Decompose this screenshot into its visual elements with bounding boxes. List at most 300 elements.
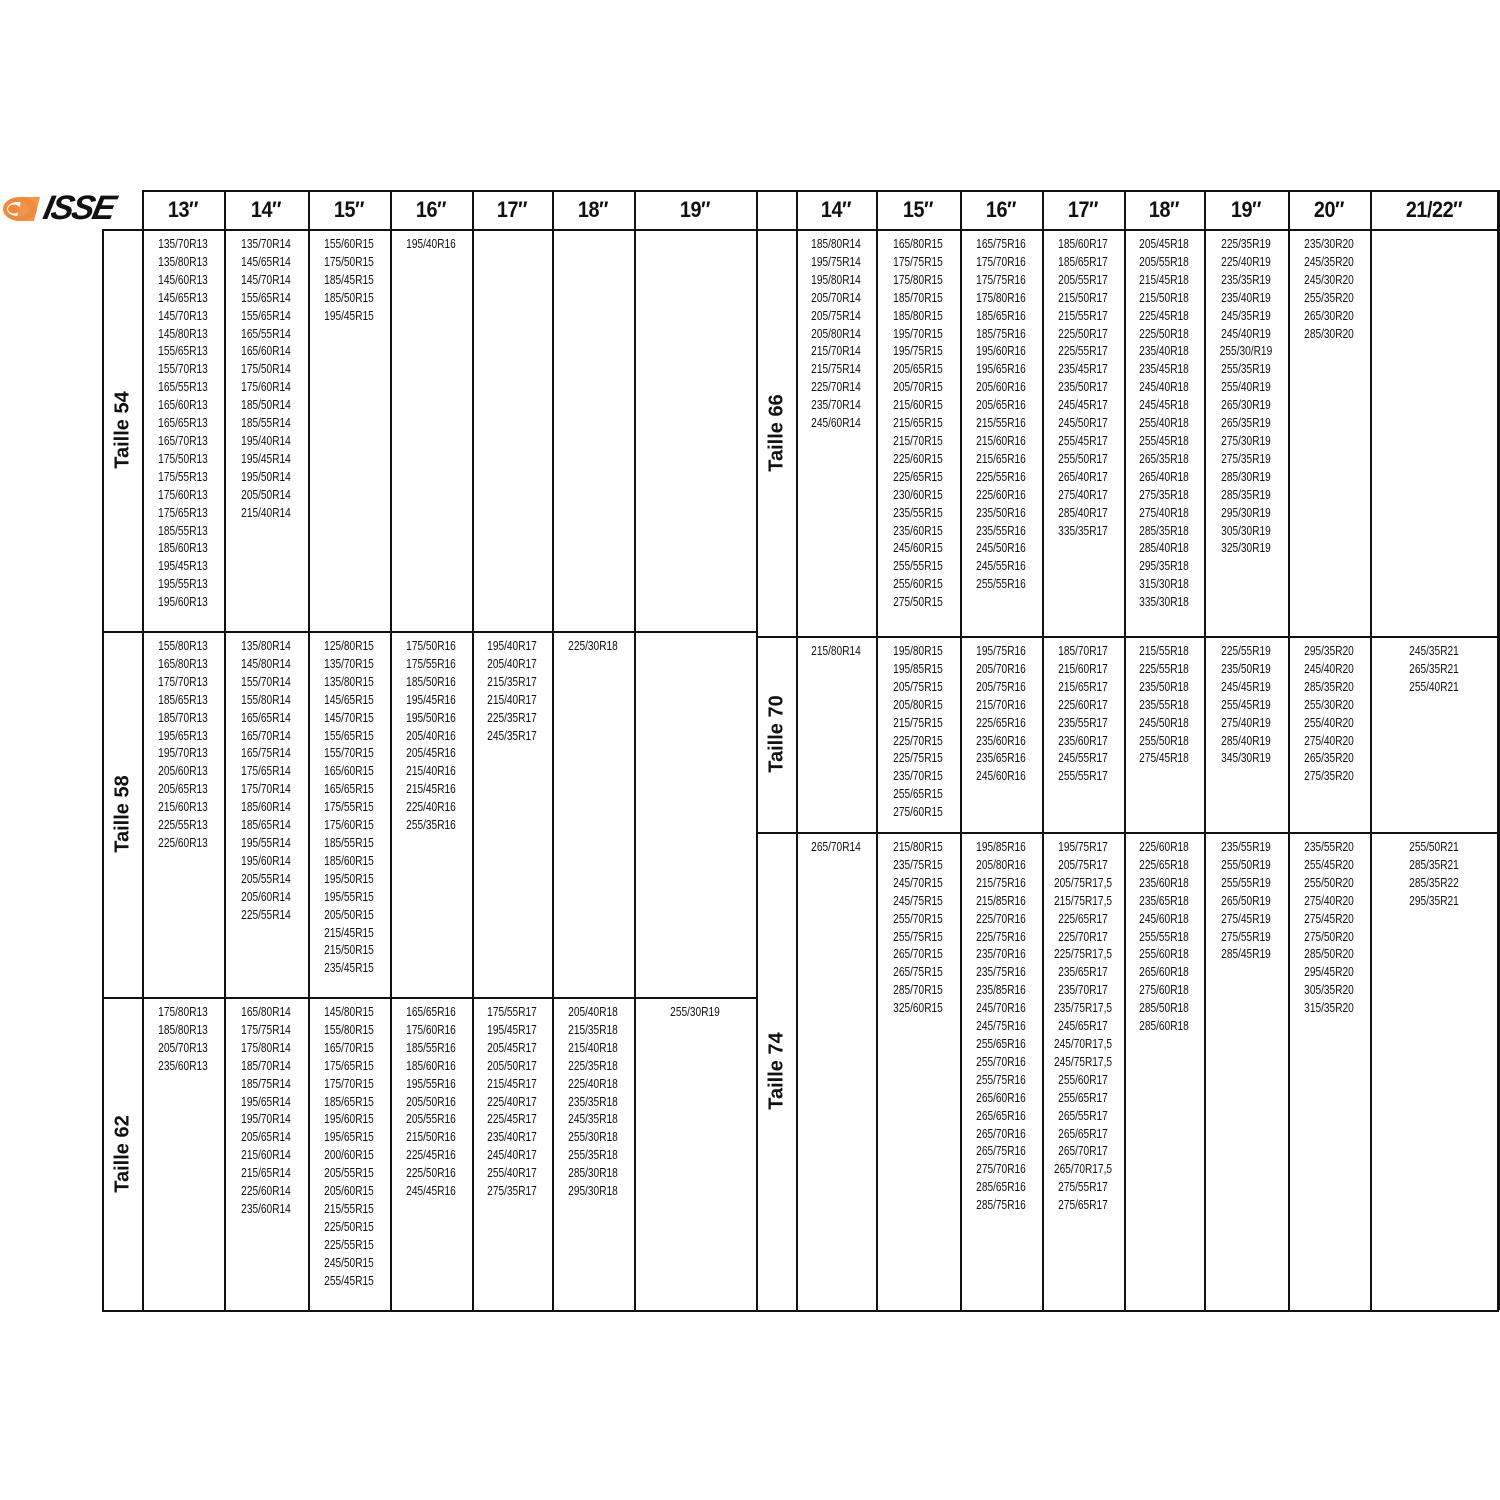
tire-size: 255/55R19: [1221, 874, 1271, 890]
tire-size: 185/70R17: [1058, 643, 1108, 658]
tire-size: 255/60R17: [1058, 1071, 1108, 1087]
size-cell: [1204, 235, 1288, 557]
tire-size: 205/65R13: [158, 781, 208, 797]
tire-size: 265/70R14: [811, 839, 861, 854]
tire-size: 275/35R17: [487, 1183, 537, 1199]
grid-line: [756, 636, 1498, 638]
tire-size: 235/40R18: [1139, 343, 1189, 359]
tire-size: 245/35R21: [1409, 643, 1459, 658]
tire-size: 165/70R13: [158, 432, 208, 448]
tire-size: 265/75R15: [893, 964, 943, 980]
tire-size: 255/45R18: [1139, 432, 1189, 448]
tire-size: 165/65R15: [324, 781, 374, 797]
tire-size: 275/40R20: [1304, 732, 1354, 748]
size-cell: [224, 637, 308, 924]
tire-size: 185/50R15: [324, 289, 374, 305]
tire-size: 195/45R17: [487, 1021, 537, 1037]
tire-size: 205/70R14: [811, 289, 861, 305]
tire-size: 155/70R15: [324, 745, 374, 761]
tire-size: 255/45R17: [1058, 432, 1108, 448]
column-header: 17″: [1067, 196, 1099, 222]
size-cell: [1124, 235, 1204, 611]
size-cell: [876, 235, 960, 611]
tire-size: 175/75R16: [976, 271, 1026, 287]
size-cell: [634, 1003, 756, 1021]
column-header: 19″: [679, 196, 711, 222]
tire-size: 265/55R17: [1058, 1107, 1108, 1123]
tire-size: 225/35R19: [1221, 236, 1271, 251]
tire-size: 245/75R17,5: [1053, 1053, 1113, 1069]
tire-size: 225/70R14: [811, 379, 861, 395]
tire-size: 265/30R19: [1221, 397, 1271, 413]
tire-size: 145/70R13: [158, 307, 208, 323]
tire-size: 185/55R15: [324, 834, 374, 850]
tire-size: 215/65R16: [976, 450, 1026, 466]
tire-size: 275/40R18: [1139, 504, 1189, 520]
tire-size: 255/50R20: [1304, 874, 1354, 890]
tire-size: 185/60R14: [241, 799, 291, 815]
tire-size: 235/35R18: [568, 1093, 618, 1109]
tire-size: 265/70R17,5: [1053, 1161, 1113, 1177]
tire-size: 235/65R17: [1058, 964, 1108, 980]
tire-size: 255/30R19: [670, 1004, 720, 1019]
tire-size: 155/80R14: [241, 691, 291, 707]
tire-size: 195/65R14: [241, 1093, 291, 1109]
tire-size: 255/40R17: [487, 1165, 537, 1181]
size-cell: [142, 1003, 224, 1075]
tire-size: 175/80R16: [976, 289, 1026, 305]
tire-size: 175/70R16: [976, 253, 1026, 269]
tire-size: 295/45R20: [1304, 964, 1354, 980]
tire-size: 225/50R16: [406, 1165, 456, 1181]
tire-size: 255/70R16: [976, 1053, 1026, 1069]
tire-size: 185/55R14: [241, 415, 291, 431]
tire-size: 265/70R16: [976, 1125, 1026, 1141]
tire-size: 265/75R16: [976, 1143, 1026, 1159]
tire-size: 195/45R13: [158, 558, 208, 574]
tire-size: 185/60R13: [158, 540, 208, 556]
tire-size: 195/60R15: [324, 1111, 374, 1127]
grid-line: [634, 190, 636, 1310]
tire-size: 285/35R19: [1221, 486, 1271, 502]
tire-size: 265/60R16: [976, 1089, 1026, 1105]
tire-size: 185/65R16: [976, 307, 1026, 323]
tire-size: 155/60R15: [324, 236, 374, 251]
tire-size: 255/65R17: [1058, 1089, 1108, 1105]
grid-line: [102, 631, 756, 633]
tire-size: 195/50R14: [241, 468, 291, 484]
tire-size: 195/75R17: [1058, 839, 1108, 854]
tire-size: 175/55R13: [158, 468, 208, 484]
tire-size: 165/55R13: [158, 379, 208, 395]
tire-size: 225/55R18: [1139, 660, 1189, 676]
size-cell: [1288, 838, 1370, 1017]
tire-size: 205/45R17: [487, 1039, 537, 1055]
tire-size: 195/70R14: [241, 1111, 291, 1127]
tire-size: 225/55R19: [1221, 643, 1271, 658]
tire-size: 305/35R20: [1304, 982, 1354, 998]
tire-size: 175/50R14: [241, 361, 291, 377]
size-cell: [1124, 838, 1204, 1035]
tire-size: 215/60R14: [241, 1147, 291, 1163]
tire-size: 245/45R19: [1221, 678, 1271, 694]
tire-size: 175/65R14: [241, 763, 291, 779]
tire-size: 245/70R16: [976, 1000, 1026, 1016]
tire-size: 215/85R16: [976, 892, 1026, 908]
tire-size: 225/35R17: [487, 709, 537, 725]
tire-size: 185/60R16: [406, 1057, 456, 1073]
tire-size: 195/40R16: [406, 236, 456, 251]
tire-size: 205/40R16: [406, 727, 456, 743]
size-cell: [960, 642, 1042, 785]
size-cell: [224, 1003, 308, 1218]
tire-size: 225/55R14: [241, 906, 291, 922]
size-cell: [552, 1003, 634, 1200]
tire-size: 205/50R15: [324, 906, 374, 922]
tire-size: 235/35R19: [1221, 271, 1271, 287]
tire-size: 255/35R18: [568, 1147, 618, 1163]
tire-size: 245/65R17: [1058, 1018, 1108, 1034]
tire-size: 235/55R17: [1058, 714, 1108, 730]
tire-size: 205/50R16: [406, 1093, 456, 1109]
tire-size: 255/45R15: [324, 1272, 374, 1288]
tire-size: 165/75R14: [241, 745, 291, 761]
tire-size: 245/35R18: [568, 1111, 618, 1127]
tire-size: 215/60R13: [158, 799, 208, 815]
tire-size: 235/55R20: [1304, 839, 1354, 854]
tire-size: 205/60R15: [324, 1183, 374, 1199]
tire-size: 175/80R15: [893, 271, 943, 287]
tire-size: 295/30R19: [1221, 504, 1271, 520]
tire-size: 245/75R15: [893, 892, 943, 908]
tire-size: 195/60R13: [158, 594, 208, 610]
tire-size: 225/40R16: [406, 799, 456, 815]
tire-size: 245/45R17: [1058, 397, 1108, 413]
tire-size: 275/40R17: [1058, 486, 1108, 502]
tire-size: 185/80R13: [158, 1021, 208, 1037]
tire-size: 295/30R18: [568, 1183, 618, 1199]
tire-size: 235/60R15: [893, 522, 943, 538]
tire-size: 215/40R14: [241, 504, 291, 520]
tire-size: 175/65R15: [324, 1057, 374, 1073]
tire-size: 255/30R18: [568, 1129, 618, 1145]
tire-size: 135/70R15: [324, 655, 374, 671]
tire-size: 255/50R21: [1409, 839, 1459, 854]
tire-size: 255/40R18: [1139, 415, 1189, 431]
tire-size: 205/60R16: [976, 379, 1026, 395]
tire-size: 225/60R17: [1058, 696, 1108, 712]
tire-size: 245/55R16: [976, 558, 1026, 574]
size-cell: [1204, 838, 1288, 963]
tire-size: 135/80R15: [324, 673, 374, 689]
size-cell: [390, 1003, 472, 1200]
tire-size: 185/80R15: [893, 307, 943, 323]
tire-size: 325/30R19: [1221, 540, 1271, 556]
size-cell: [876, 642, 960, 821]
tire-size: 185/70R13: [158, 709, 208, 725]
tire-size: 225/75R15: [893, 750, 943, 766]
tire-size: 215/40R16: [406, 763, 456, 779]
tire-size: 285/60R18: [1139, 1018, 1189, 1034]
tire-size: 155/65R14: [241, 289, 291, 305]
tire-size: 225/40R17: [487, 1093, 537, 1109]
size-cell: [1042, 838, 1124, 1214]
tire-size: 255/45R20: [1304, 856, 1354, 872]
tire-size: 165/75R16: [976, 236, 1026, 251]
size-cell: [308, 637, 390, 977]
tire-size: 155/70R14: [241, 673, 291, 689]
tire-size: 175/75R14: [241, 1021, 291, 1037]
tire-size: 215/50R18: [1139, 289, 1189, 305]
tire-size: 185/75R16: [976, 325, 1026, 341]
tire-size: 215/50R16: [406, 1129, 456, 1145]
tire-size: 255/50R19: [1221, 856, 1271, 872]
tire-size: 175/60R14: [241, 379, 291, 395]
tire-size: 285/35R20: [1304, 678, 1354, 694]
tire-size: 215/70R14: [811, 343, 861, 359]
tire-size: 225/70R16: [976, 910, 1026, 926]
size-cell: [1288, 235, 1370, 342]
size-cell: [796, 838, 876, 856]
tire-size: 195/80R14: [811, 271, 861, 287]
tire-size: 205/70R16: [976, 660, 1026, 676]
size-cell: [472, 637, 552, 744]
tire-size: 255/60R18: [1139, 946, 1189, 962]
tire-size: 165/60R15: [324, 763, 374, 779]
tire-size: 175/50R15: [324, 253, 374, 269]
tire-size: 235/45R17: [1058, 361, 1108, 377]
tire-size: 215/55R17: [1058, 307, 1108, 323]
tire-size: 315/30R18: [1139, 576, 1189, 592]
tire-size: 205/50R14: [241, 486, 291, 502]
tire-size: 225/35R18: [568, 1057, 618, 1073]
size-cell: [1042, 642, 1124, 785]
tire-size: 195/60R16: [976, 343, 1026, 359]
tire-size: 155/65R15: [324, 727, 374, 743]
tire-size: 275/55R19: [1221, 928, 1271, 944]
tire-size: 275/50R15: [893, 594, 943, 610]
tire-size: 275/60R18: [1139, 982, 1189, 998]
tire-size: 235/55R19: [1221, 839, 1271, 854]
tire-size: 135/80R13: [158, 253, 208, 269]
tire-size: 215/55R16: [976, 415, 1026, 431]
tire-size: 255/65R15: [893, 786, 943, 802]
tire-size: 265/50R19: [1221, 892, 1271, 908]
tire-size: 255/35R16: [406, 817, 456, 833]
tire-size: 225/50R18: [1139, 325, 1189, 341]
grid-line: [1370, 190, 1372, 1310]
tire-size: 225/60R13: [158, 834, 208, 850]
tire-size: 215/55R18: [1139, 643, 1189, 658]
tire-size: 235/50R18: [1139, 678, 1189, 694]
tire-size: 135/70R13: [158, 236, 208, 251]
tire-size: 275/35R19: [1221, 450, 1271, 466]
tire-size: 145/80R15: [324, 1004, 374, 1019]
tire-size: 275/40R20: [1304, 892, 1354, 908]
size-cell: [390, 235, 472, 253]
tire-size: 255/40R20: [1304, 714, 1354, 730]
tire-size: 185/60R17: [1058, 236, 1108, 251]
tire-size: 275/55R17: [1058, 1179, 1108, 1195]
tire-size: 200/60R15: [324, 1147, 374, 1163]
tire-size: 345/30R19: [1221, 750, 1271, 766]
tire-size: 165/60R13: [158, 397, 208, 413]
tire-size: 165/65R14: [241, 709, 291, 725]
tire-size: 245/60R14: [811, 415, 861, 431]
tire-size: 255/55R16: [976, 576, 1026, 592]
tire-size: 235/75R15: [893, 856, 943, 872]
tire-size: 195/40R17: [487, 638, 537, 653]
tire-size: 245/35R17: [487, 727, 537, 743]
tire-size: 245/60R18: [1139, 910, 1189, 926]
tire-size: 275/30R19: [1221, 432, 1271, 448]
column-header: 16″: [415, 196, 447, 222]
tire-size: 225/30R18: [568, 638, 618, 653]
tire-size: 225/55R16: [976, 468, 1026, 484]
isse-logo: [0, 189, 142, 229]
tire-size: 225/65R16: [976, 714, 1026, 730]
tire-size: 235/55R15: [893, 504, 943, 520]
tire-size: 195/75R14: [811, 253, 861, 269]
tire-size: 165/60R14: [241, 343, 291, 359]
size-cell: [224, 235, 308, 522]
tire-size: 145/65R13: [158, 289, 208, 305]
tire-size: 245/30R20: [1304, 271, 1354, 287]
size-cell: [142, 235, 224, 611]
tire-size: 265/35R18: [1139, 450, 1189, 466]
tire-size: 215/65R17: [1058, 678, 1108, 694]
tire-size: 285/40R19: [1221, 732, 1271, 748]
tire-size: 255/50R17: [1058, 450, 1108, 466]
tire-size: 155/65R14: [241, 307, 291, 323]
tire-size: 185/60R15: [324, 852, 374, 868]
tire-size: 225/45R16: [406, 1147, 456, 1163]
tire-size: 155/80R13: [158, 638, 208, 653]
tire-size: 215/35R18: [568, 1021, 618, 1037]
tire-size: 225/70R15: [893, 732, 943, 748]
tire-size: 175/60R15: [324, 817, 374, 833]
tire-size: 235/45R18: [1139, 361, 1189, 377]
tire-size: 215/55R15: [324, 1200, 374, 1216]
tire-size: 225/55R17: [1058, 343, 1108, 359]
tire-size: 245/70R17,5: [1053, 1035, 1113, 1051]
tire-size: 185/55R16: [406, 1039, 456, 1055]
tire-size: 335/35R17: [1058, 522, 1108, 538]
tire-size: 195/65R16: [976, 361, 1026, 377]
tire-size: 235/50R16: [976, 504, 1026, 520]
tire-size: 275/35R20: [1304, 768, 1354, 784]
tire-size: 235/70R14: [811, 397, 861, 413]
tire-size: 205/50R17: [487, 1057, 537, 1073]
tire-size: 255/30R20: [1304, 696, 1354, 712]
tire-size: 235/45R15: [324, 960, 374, 976]
tire-size: 205/55R15: [324, 1165, 374, 1181]
size-cell: [876, 838, 960, 1017]
tire-size: 205/75R17: [1058, 856, 1108, 872]
tire-size: 175/70R13: [158, 673, 208, 689]
tire-size: 285/75R16: [976, 1197, 1026, 1213]
tire-size: 205/40R18: [568, 1004, 618, 1019]
tire-size: 245/70R15: [893, 874, 943, 890]
tire-size: 195/45R14: [241, 450, 291, 466]
tire-size: 265/70R15: [893, 946, 943, 962]
column-header: 19″: [1230, 196, 1262, 222]
tire-size: 205/40R17: [487, 655, 537, 671]
tire-size: 215/60R15: [893, 397, 943, 413]
tire-size: 175/55R17: [487, 1004, 537, 1019]
tire-size: 285/30R20: [1304, 325, 1354, 341]
tire-size: 255/75R16: [976, 1071, 1026, 1087]
size-cell: [796, 642, 876, 660]
column-header: 18″: [577, 196, 609, 222]
tire-size: 285/45R19: [1221, 946, 1271, 962]
tire-size: 185/50R14: [241, 397, 291, 413]
grid-line: [756, 832, 1498, 834]
tire-size: 245/50R17: [1058, 415, 1108, 431]
tire-size: 195/65R15: [324, 1129, 374, 1145]
tire-size: 315/35R20: [1304, 1000, 1354, 1016]
size-cell: [1370, 642, 1498, 696]
tire-size: 145/80R13: [158, 325, 208, 341]
tire-size: 275/70R16: [976, 1161, 1026, 1177]
tire-size: 255/75R15: [893, 928, 943, 944]
column-header: 15″: [333, 196, 365, 222]
tire-size: 175/80R14: [241, 1039, 291, 1055]
tire-size: 225/75R16: [976, 928, 1026, 944]
tire-size: 135/70R14: [241, 236, 291, 251]
size-label: Taille 54: [111, 391, 134, 469]
column-header: 16″: [985, 196, 1017, 222]
tire-size: 215/70R15: [893, 432, 943, 448]
tire-size: 245/45R18: [1139, 397, 1189, 413]
tire-size: 175/50R16: [406, 638, 456, 653]
tire-size: 125/80R15: [324, 638, 374, 653]
tire-size: 195/70R15: [893, 325, 943, 341]
tire-size: 215/80R15: [893, 839, 943, 854]
tire-size: 325/60R15: [893, 1000, 943, 1016]
tire-size: 195/70R13: [158, 745, 208, 761]
tire-size: 195/65R13: [158, 727, 208, 743]
tire-size: 235/70R15: [893, 768, 943, 784]
tire-size: 205/75R15: [893, 678, 943, 694]
tire-size: 235/60R16: [976, 732, 1026, 748]
tire-size: 165/70R14: [241, 727, 291, 743]
tire-size: 215/60R17: [1058, 660, 1108, 676]
tire-size: 255/50R18: [1139, 732, 1189, 748]
tire-size: 225/65R17: [1058, 910, 1108, 926]
tire-size: 235/40R19: [1221, 289, 1271, 305]
tire-size: 235/75R16: [976, 964, 1026, 980]
tire-size: 225/45R17: [487, 1111, 537, 1127]
tire-size: 235/75R17,5: [1053, 1000, 1113, 1016]
tire-size: 215/45R16: [406, 781, 456, 797]
size-cell: [1288, 642, 1370, 785]
tire-size: 205/45R18: [1139, 236, 1189, 251]
tire-size: 235/55R18: [1139, 696, 1189, 712]
size-cell: [960, 235, 1042, 593]
tire-size: 175/80R13: [158, 1004, 208, 1019]
tire-size: 195/50R16: [406, 709, 456, 725]
tire-size: 205/55R16: [406, 1111, 456, 1127]
tire-size: 185/50R16: [406, 673, 456, 689]
tire-size: 245/75R16: [976, 1018, 1026, 1034]
tire-size: 285/40R17: [1058, 504, 1108, 520]
tire-size: 195/55R15: [324, 888, 374, 904]
tire-size: 225/40R19: [1221, 253, 1271, 269]
tire-size: 145/60R13: [158, 271, 208, 287]
tire-size: 175/50R13: [158, 450, 208, 466]
tire-size: 295/35R21: [1409, 892, 1459, 908]
